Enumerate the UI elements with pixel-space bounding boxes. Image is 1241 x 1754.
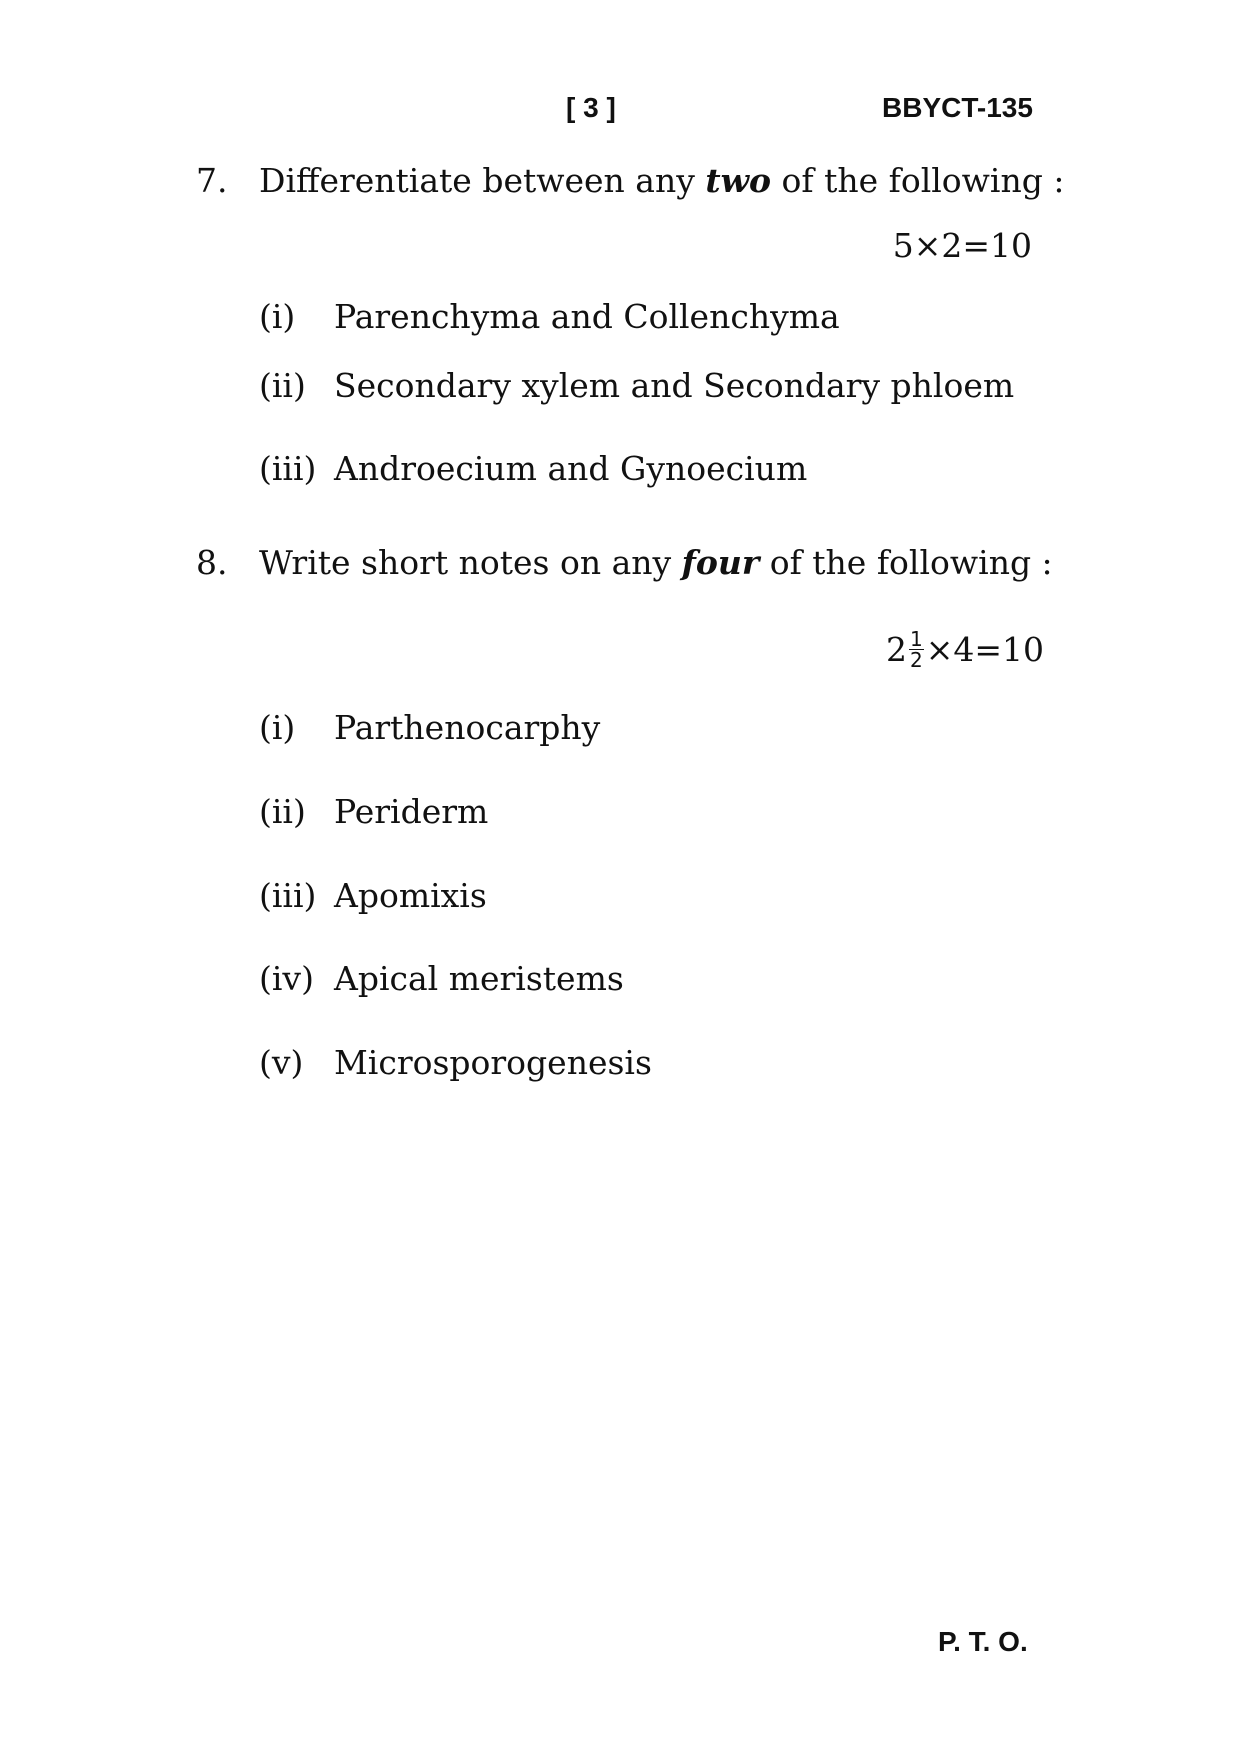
item-text: Parthenocarphy xyxy=(334,708,601,747)
question-text-after: of the following : xyxy=(759,543,1053,582)
question-emphasis: four xyxy=(681,543,760,582)
marks-fraction xyxy=(909,626,924,672)
item-label: (iii) xyxy=(259,876,317,915)
question-marks xyxy=(885,626,1044,673)
item-text: Periderm xyxy=(334,792,489,831)
item-label: (ii) xyxy=(259,792,306,831)
item-label: (ii) xyxy=(259,366,306,405)
question-text xyxy=(259,543,1053,583)
item-label: (i) xyxy=(259,708,296,747)
item-text: Secondary xylem and Secondary phloem xyxy=(334,366,1015,405)
item-label: (v) xyxy=(259,1043,304,1082)
question-text-before: Write short notes on any xyxy=(259,543,682,582)
fraction-numerator: 1 xyxy=(909,626,923,651)
item-text: Apical meristems xyxy=(334,959,624,998)
question-text-before: Differentiate between any xyxy=(259,161,706,200)
item-label: (i) xyxy=(259,297,296,336)
question-number: 8. xyxy=(196,543,228,582)
item-label: (iii) xyxy=(259,449,317,488)
item-text: Androecium and Gynoecium xyxy=(334,449,808,488)
item-text: Microsporogenesis xyxy=(334,1043,652,1082)
pto-footer: P. T. O. xyxy=(938,1626,1028,1657)
marks-rest: ×4=10 xyxy=(925,630,1044,669)
question-text-after: of the following : xyxy=(771,161,1065,200)
item-text: Parenchyma and Collenchyma xyxy=(334,297,840,336)
item-text: Apomixis xyxy=(334,876,487,915)
marks-whole: 2 xyxy=(885,630,907,669)
paper-code: BBYCT-135 xyxy=(882,92,1033,123)
page-number: [ 3 ] xyxy=(566,92,616,123)
question-emphasis: two xyxy=(705,161,772,200)
item-label: (iv) xyxy=(259,959,314,998)
question-text xyxy=(259,161,1064,201)
question-marks: 5×2=10 xyxy=(892,226,1032,265)
question-number: 7. xyxy=(196,161,228,200)
fraction-denominator: 2 xyxy=(909,647,923,672)
